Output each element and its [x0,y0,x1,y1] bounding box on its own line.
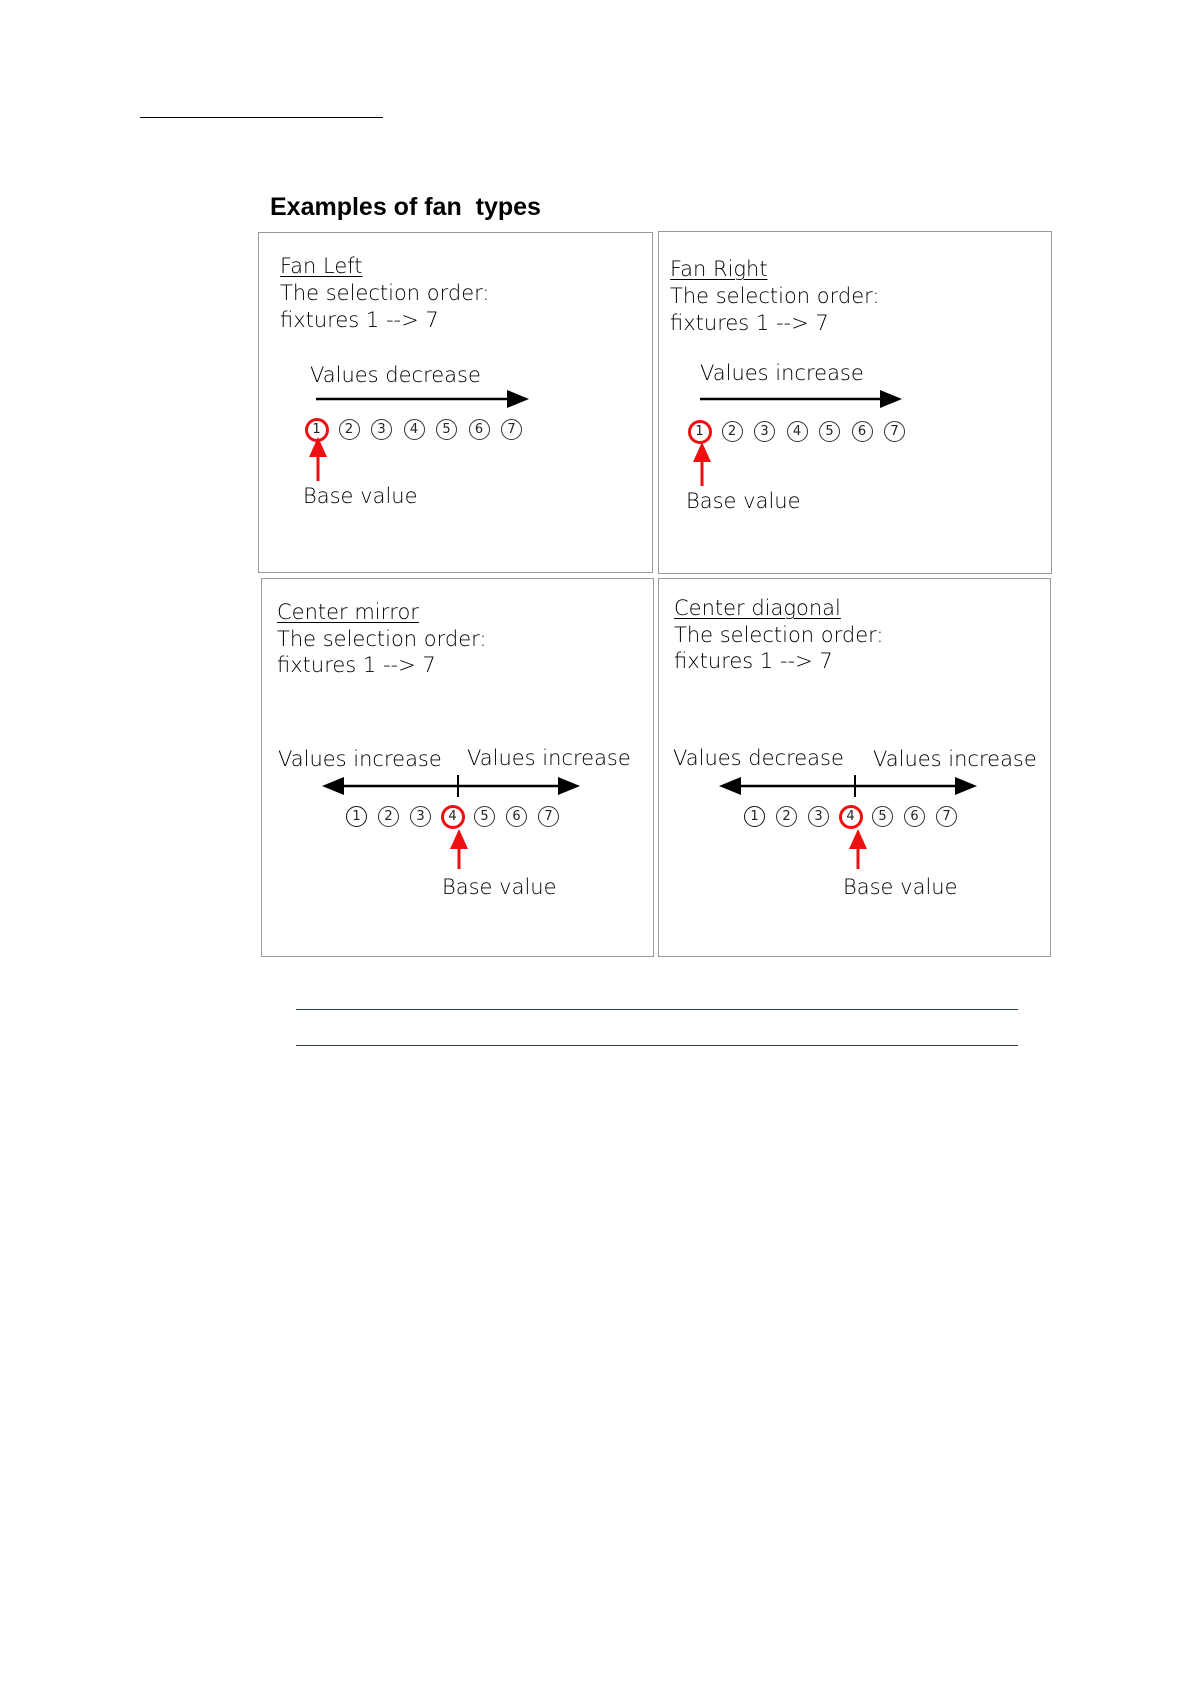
fixture-circle: 5 [436,419,457,440]
diagram-arrows [262,579,655,958]
header-rule [140,117,383,118]
base-value-label: Base value [686,489,801,513]
diagram-arrows [659,579,1052,958]
panel-center-diagonal [658,578,1051,957]
fixtures-order-text: fixtures 1 --> 7 [674,649,833,673]
panel-fan-left [258,232,653,573]
selection-order-label: The selection order: [280,281,490,305]
separator-rule [296,1009,1018,1010]
base-pointer-arrowhead [450,829,468,849]
right-arrow-head [558,777,580,795]
right-arrow-head [880,390,902,408]
panel-center-mirror [261,578,654,957]
fixture-circle-base: 1 [305,418,329,442]
fixture-circle: 2 [722,421,743,442]
selection-order-label: The selection order: [670,284,880,308]
fixture-circle: 7 [538,806,559,827]
fixture-circle: 5 [872,806,893,827]
left-arrow-head [322,777,344,795]
figure-title: Examples of fan types [270,193,541,221]
panel-title: Center diagonal [674,596,841,620]
right-direction-label: Values increase [467,746,631,770]
right-arrow-head [955,777,977,795]
diagram-arrows [259,233,654,574]
fixture-circle-base: 4 [441,805,465,829]
panel-fan-right [658,231,1052,574]
left-arrow-head [719,777,741,795]
fixture-circle: 6 [469,419,490,440]
fixture-circle: 6 [852,421,873,442]
selection-order-label: The selection order: [674,623,884,647]
fixtures-order-text: fixtures 1 --> 7 [280,308,439,332]
fixture-circle: 6 [904,806,925,827]
fixtures-order-text: fixtures 1 --> 7 [670,311,829,335]
fixture-circle-base: 4 [839,805,863,829]
fixture-circle: 4 [404,419,425,440]
panel-title: Fan Right [670,257,768,281]
fixture-circle: 3 [808,806,829,827]
direction-label: Values increase [700,361,864,385]
fixture-circle: 5 [474,806,495,827]
fixture-circle: 3 [410,806,431,827]
right-arrow-head [507,390,529,408]
base-value-label: Base value [843,875,958,899]
base-value-label: Base value [442,875,557,899]
fixture-circle: 7 [501,419,522,440]
selection-order-label: The selection order: [277,627,487,651]
fixture-circle: 2 [339,419,360,440]
fixture-circle: 3 [371,419,392,440]
fixture-circle: 6 [506,806,527,827]
left-direction-label: Values decrease [673,746,844,770]
fixture-circle: 2 [378,806,399,827]
diagram-arrows [659,232,1053,575]
panel-title: Center mirror [277,600,419,624]
fixtures-order-text: fixtures 1 --> 7 [277,653,436,677]
fixture-circle: 4 [787,421,808,442]
fixture-circle: 5 [819,421,840,442]
fixture-circle-base: 1 [688,420,712,444]
fixture-circle: 1 [744,806,765,827]
direction-label: Values decrease [310,363,481,387]
fixture-circle: 3 [754,421,775,442]
base-pointer-arrowhead [849,829,867,849]
separator-rule [296,1045,1018,1046]
fixture-circle: 7 [936,806,957,827]
fixture-circle: 2 [776,806,797,827]
fixture-circle: 1 [346,806,367,827]
right-direction-label: Values increase [873,747,1037,771]
left-direction-label: Values increase [278,747,442,771]
base-pointer-arrowhead [693,442,711,462]
fixture-circle: 7 [884,421,905,442]
panel-title: Fan Left [280,254,363,278]
base-value-label: Base value [303,484,418,508]
